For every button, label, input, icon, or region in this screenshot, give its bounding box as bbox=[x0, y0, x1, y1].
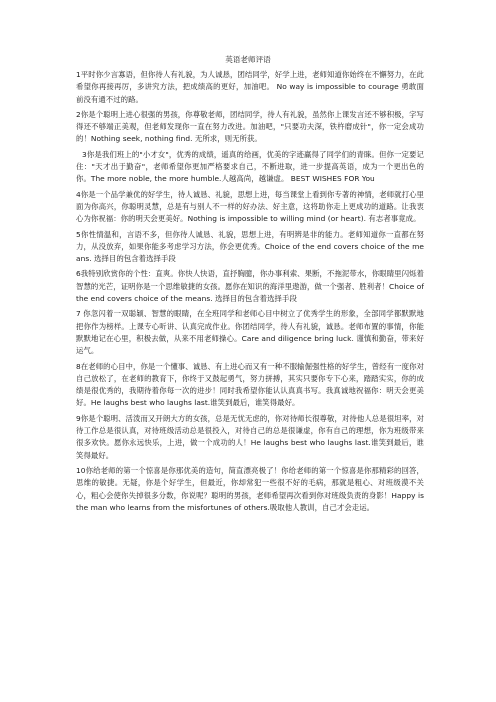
comment-paragraph-9: 9你是个聪明、活泼而又开朗大方的女孩，总是无忧无虑的，你对待师长很尊敬，对待他人总是很坦率，对待工作总是很认真，对待班级活动总是很投入，对待自己的总是很谦虚，你有自己的理想，你为班级带来很多欢快。愿你永远快乐，上进，做一个成功的人！He laughs best who laughs last.谁笑到最后，谁笑得最好。 bbox=[76, 413, 424, 460]
comment-paragraph-10: 10你给老师的第一个惊喜是你那优美的造句，简直漂亮极了！你给老师的第一个惊喜是你那精彩的回答，思维的敏捷。无疑，你是个好学生，但最近，你却常犯一些很不好的毛病，那就是粗心、对班级漠不关心，粗心会使你失掉很多分数，你说呢？聪明的男孩，老师希望再次看到你对班级负责的身影！Happy is the man who learns from the misfortunes of others.吸取他人教训，自己才会走运。 bbox=[76, 465, 424, 512]
comment-paragraph-4: 4你是一个品学兼优的好学生，待人诚恳、礼貌，思想上进，每当课堂上看到你专著的神情，老师就打心里面为你高兴，你聪明灵慧，总是有与别人不一样的好办法、好主意，这将助你走上更成功的道路。让我衷心为你祝福：你的明天会更美好。Nothing is impossible to willing mind (or heart). 有志者事竟成。 bbox=[76, 189, 424, 224]
comment-paragraph-3: 3你是我们班上的"小才女"，优秀的成绩，遥真的给画，优美的字迹赢得了同学们的青睐。但你一定要记住："天才出于勤奋"，老师希望你更加严格要求自己，不断进取，进一步提高英语，成为一个更出色的你。The more noble, the more humble.人越高尚，越谦虚。 BEST WISHES FOR You bbox=[76, 149, 424, 184]
comment-paragraph-5: 5你性情温和，言语不多，但你待人诚恳、礼貌，思想上进，有明辨是非的能力。老师知道你一直都在努力，从没放弃，如果你能多考虑学习方法，你会更优秀。Choice of the end covers choice of the means. 选择目的包含着选择手段 bbox=[76, 229, 424, 264]
comment-paragraph-8: 8在老师的心目中，你是一个懂事、诚恳、有上进心而又有一种不服输倔强性格的好学生，曾经有一度你对自己放松了，在老师的教育下，你终于又鼓起勇气，努力拼搏，其实只要你专下心来，踏踏实实，你的成绩是很优秀的，我期待着你每一次的进步！同时我希望你能认认真真书写。我真诚地祝福你：明天会更美好。He laughs best who laughs last.谁笑到最后，谁笑得最好。 bbox=[76, 361, 424, 408]
document-body bbox=[76, 69, 424, 517]
comment-paragraph-2: 2你是个聪明上进心很强的男孩，你尊敬老师，团结同学，待人有礼貌，虽然你上课发言还不够积极，字写得还不够端正美观，但老师发现你一直在努力改进。加油吧，"只要功夫深，铁杵磨成针"，你一定会成功的！Nothing seek, nothing find. 无所求，则无所获。 bbox=[76, 109, 424, 144]
document-title: 英语老师评语 bbox=[225, 55, 271, 64]
comment-paragraph-1: 1平时你少言寡语，但你待人有礼貌，为人诚恳，团结同学，好学上进，老师知道你始终在不懈努力，在此希望你再接再厉，多讲究方法，把成绩高的更好，加油吧。 No way is impossible to courage 勇敢面前没有通不过的路。 bbox=[76, 70, 424, 104]
comment-paragraph-7: 7 你忽闪着一双聪颖、智慧的眼睛，在全班同学和老师心目中树立了优秀学生的形象，全部同学都默默地把你作为榜样。上课专心听讲、认真完成作业。你团结同学，待人有礼貌，诚恳。老师布置的事情，你能默默地记在心里，积极去做，从来不用老师操心。Care and diligence bring luck. 谨慎和勤奋，带来好运气。 bbox=[76, 309, 424, 356]
comment-paragraph-6: 6我特别欣赏你的个性：直爽。你快人快语，直抒胸臆，你办事利索、果断，不拖泥带水，你眼睛里闪烁着智慧的光芒，证明你是一个思维敏捷的女孩。愿你在知识的海洋里遨游，做一个强者、胜利者！Choice of the end covers choice of the means. 选择目的包含着选择手段 bbox=[76, 269, 424, 304]
